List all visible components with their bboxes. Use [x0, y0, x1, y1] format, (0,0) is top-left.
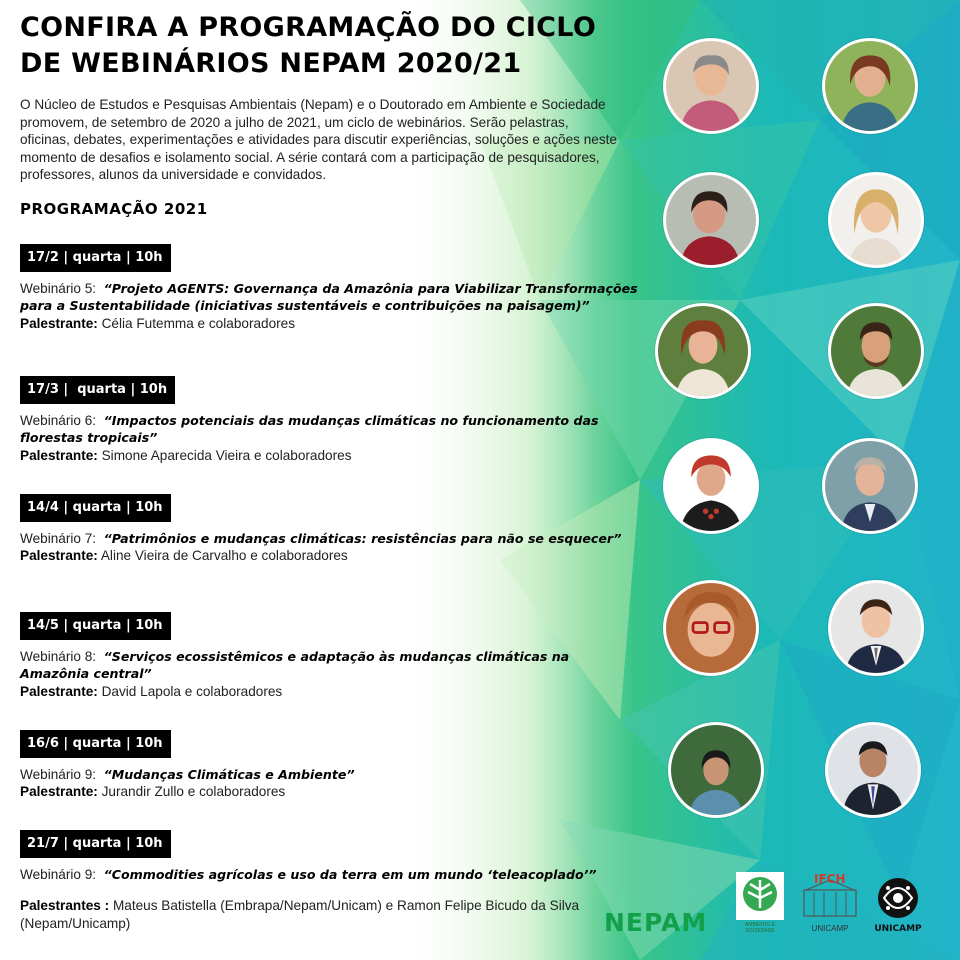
event-description	[20, 766, 640, 801]
webinar-number: Webinário 8:	[20, 649, 97, 664]
speaker-photo	[822, 38, 918, 134]
unicamp-logo-caption: UNICAMP	[874, 924, 922, 934]
intro-paragraph: O Núcleo de Estudos e Pesquisas Ambientais (Nepam) e o Doutorado em Ambiente e Sociedade promovem, de setembro de 2020 a julho de 2021, um ciclo de webinários. Serão pelastras, oficinas, debates, experimentações e atividades para discutir experiências, soluções e ações neste momento de desafios e isolamento social. A série contará com a participação de pesquisadores, professores, alunos da universidade e convidados.	[20, 97, 617, 183]
event-description	[20, 530, 640, 565]
speaker-photo	[655, 303, 751, 399]
date-badge: 14/5 | quarta | 10h	[20, 612, 171, 640]
ifch-logo	[800, 872, 860, 938]
speaker-name: David Lapola e colaboradores	[101, 683, 283, 699]
speaker-photo	[828, 580, 924, 676]
speaker-photo	[828, 172, 924, 268]
event-item	[20, 376, 640, 464]
speaker-label: Palestrante:	[20, 315, 98, 331]
date-badge: 14/4 | quarta | 10h	[20, 494, 171, 522]
webinar-title: “Impactos potenciais das mudanças climáticas no funcionamento das florestas tropicais”	[20, 413, 599, 446]
ifch-logo-caption: UNICAMP	[811, 924, 849, 933]
date-badge: 17/3 | quarta | 10h	[20, 376, 175, 404]
section-heading: PROGRAMAÇÃO 2021	[20, 199, 208, 218]
speaker-label: Palestrante:	[20, 784, 98, 800]
speaker-name: Célia Futemma e colaboradores	[101, 315, 296, 331]
speaker-photo	[668, 722, 764, 818]
speaker-photo	[822, 438, 918, 534]
speaker-label: Palestrantes :	[20, 898, 110, 914]
webinar-number: Webinário 7:	[20, 531, 97, 546]
speaker-name: Mateus Batistella (Embrapa/Nepam/Unicam) e Ramon Felipe Bicudo da Silva (Nepam/Unicamp)	[20, 898, 580, 931]
event-description	[20, 648, 640, 700]
ifch-logo-title: IFCH	[814, 872, 846, 886]
ambiente-sociedade-logo	[736, 872, 784, 938]
speaker-photo	[663, 172, 759, 268]
speaker-photo	[825, 722, 921, 818]
event-item	[20, 494, 640, 565]
ambiente-logo-caption: AMBIENTE E SOCIEDADE	[744, 922, 776, 934]
unicamp-logo	[870, 874, 926, 940]
speaker-photo	[663, 580, 759, 676]
event-item	[20, 244, 640, 332]
speaker-photo	[828, 303, 924, 399]
speaker-name: Aline Vieira de Carvalho e colaboradores	[100, 548, 348, 564]
date-badge: 21/7 | quarta | 10h	[20, 830, 171, 858]
header-block	[20, 10, 640, 218]
event-description	[20, 280, 640, 332]
event-item	[20, 612, 640, 700]
webinar-title: “Serviços ecossistêmicos e adaptação às mudanças climáticas na Amazônia central”	[20, 649, 570, 682]
speaker-photo	[663, 438, 759, 534]
speaker-label: Palestrante:	[20, 548, 98, 564]
page-title-line-1: CONFIRA A PROGRAMAÇÃO DO CICLO	[20, 12, 597, 43]
event-description	[20, 412, 640, 464]
event-item	[20, 730, 640, 801]
speaker-name: Jurandir Zullo e colaboradores	[101, 784, 286, 800]
event-description	[20, 866, 620, 932]
date-badge: 16/6 | quarta | 10h	[20, 730, 171, 758]
webinar-title: “Commodities agrícolas e uso da terra em um mundo ‘teleacoplado’”	[103, 867, 597, 882]
event-item	[20, 830, 620, 932]
nepam-logo: NEPAM	[604, 908, 708, 937]
webinar-number: Webinário 5:	[20, 281, 97, 296]
webinar-number: Webinário 9:	[20, 867, 97, 882]
speaker-photo	[663, 38, 759, 134]
speaker-label: Palestrante:	[20, 683, 98, 699]
webinar-number: Webinário 9:	[20, 767, 97, 782]
webinar-title: “Mudanças Climáticas e Ambiente”	[103, 767, 355, 782]
speaker-label: Palestrante:	[20, 447, 98, 463]
page-title-line-2: DE WEBINÁRIOS NEPAM 2020/21	[20, 48, 522, 79]
webinar-title: “Patrimônios e mudanças climáticas: resistências para não se esquecer”	[103, 531, 622, 546]
date-badge: 17/2 | quarta | 10h	[20, 244, 171, 272]
webinar-number: Webinário 6:	[20, 413, 97, 428]
unicamp-emblem-icon	[870, 874, 926, 924]
webinar-title: “Projeto AGENTS: Governança da Amazônia para Viabilizar Transformações para a Sustentabilidade (iniciativas sustentáveis e contribuições na paisagem)”	[20, 281, 638, 314]
speaker-name: Simone Aparecida Vieira e colaboradores	[101, 447, 352, 463]
